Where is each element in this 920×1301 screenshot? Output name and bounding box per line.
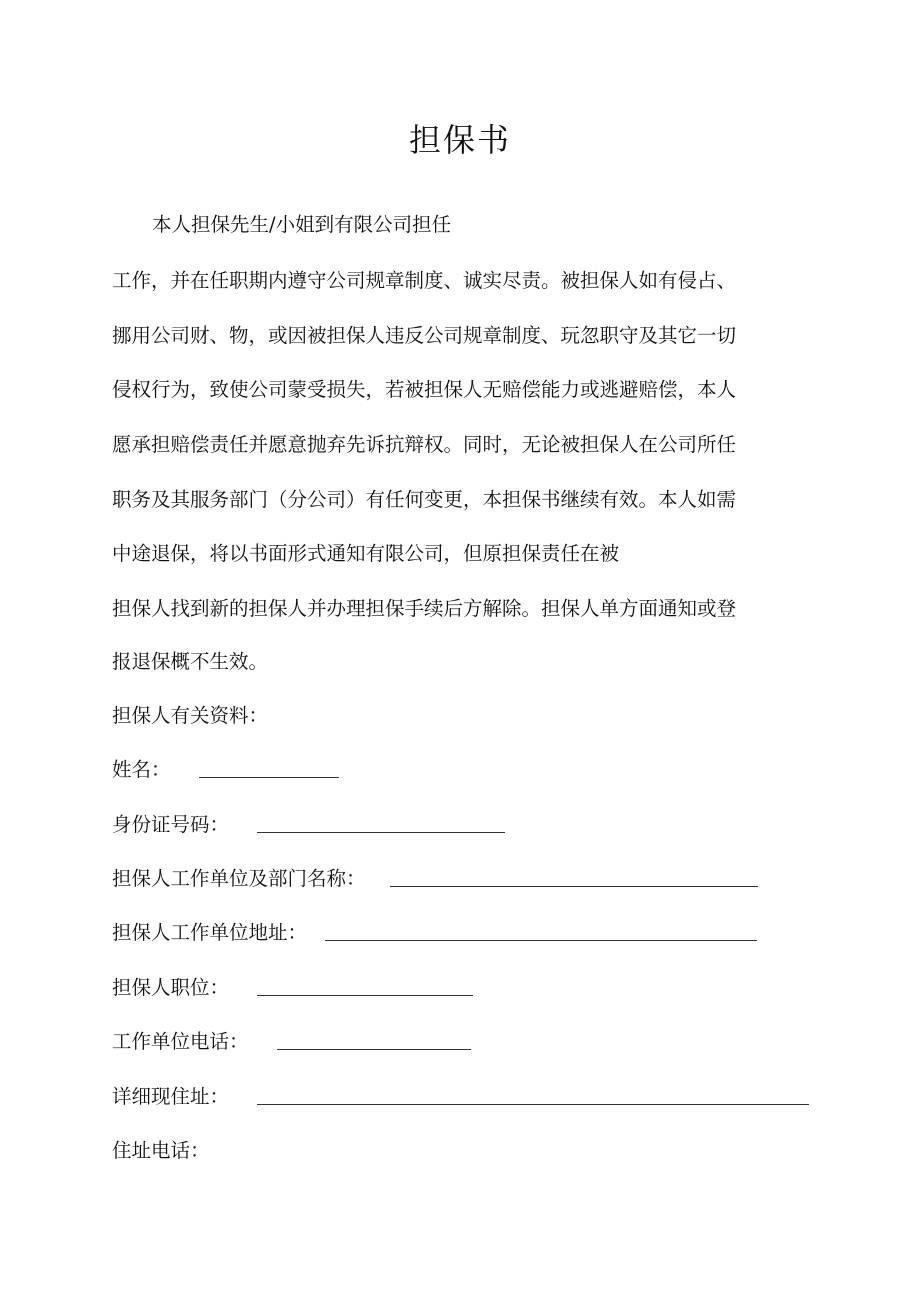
field-label: 担保人工作单位及部门名称： [112,867,366,890]
field-employer-address [112,918,757,948]
field-label: 住址电话： [112,1139,210,1162]
field-label: 担保人工作单位地址： [112,921,308,944]
info-heading: 担保人有关资料： [112,704,269,727]
field-label: 身份证号码： [112,813,230,836]
blank-line [257,1103,809,1105]
blank-line [277,1048,471,1050]
document-title: 担保书 [408,121,511,159]
field-label: 担保人职位： [112,976,230,999]
field-employer [112,864,758,894]
field-id-number [112,810,505,840]
field-home-phone [112,1136,210,1166]
blank-line [257,831,505,833]
field-label: 详细现住址： [112,1085,230,1108]
paragraph-line: 愿承担赔偿责任并愿意抛弃先诉抗辩权。同时，无论被担保人在公司所任 [112,433,737,456]
blank-line [199,776,339,778]
paragraph-line: 中途退保，将以书面形式通知有限公司，但原担保责任在被 [112,542,620,565]
field-position [112,973,473,1003]
field-name [112,755,339,785]
paragraph-line: 报退保概不生效。 [112,650,269,673]
field-label: 工作单位电话： [112,1030,249,1053]
field-home-address [112,1082,809,1112]
field-label: 姓名： [112,758,171,781]
paragraph-line: 工作，并在任职期内遵守公司规章制度、诚实尽责。被担保人如有侵占、 [112,269,737,292]
blank-line [257,994,473,996]
field-work-phone [112,1027,471,1057]
paragraph-line: 职务及其服务部门（分公司）有任何变更，本担保书继续有效。本人如需 [112,488,737,511]
blank-line [390,885,758,887]
paragraph-line: 担保人找到新的担保人并办理担保手续后方解除。担保人单方面通知或登 [112,597,737,620]
paragraph-line: 本人担保先生/小姐到有限公司担任 [152,213,452,236]
blank-line [325,939,757,941]
paragraph-line: 侵权行为，致使公司蒙受损失，若被担保人无赔偿能力或逃避赔偿，本人 [112,378,737,401]
paragraph-line: 挪用公司财、物，或因被担保人违反公司规章制度、玩忽职守及其它一切 [112,324,737,347]
